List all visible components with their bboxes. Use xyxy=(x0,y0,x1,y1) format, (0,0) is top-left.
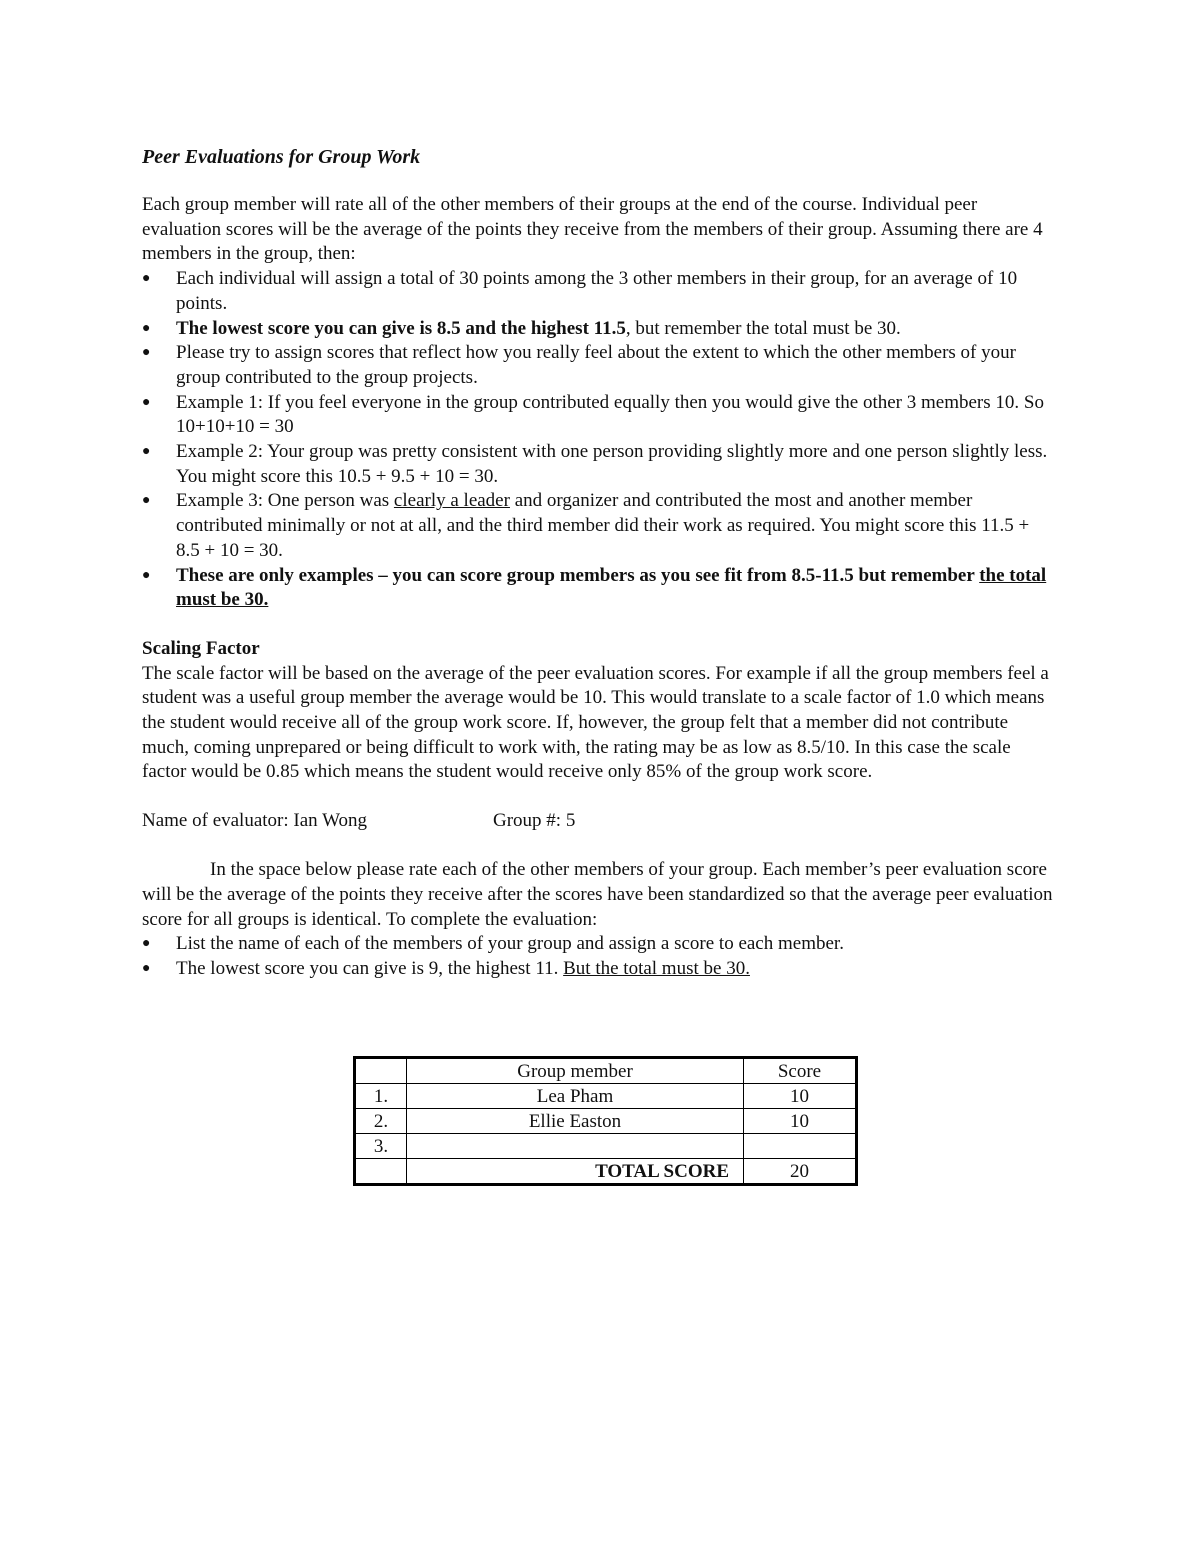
row-number: 2. xyxy=(355,1109,407,1134)
table-header-row xyxy=(355,1058,857,1084)
intro-paragraph: Each group member will rate all of the other members of their groups at the end of the course. Individual peer evaluation scores will be the average of the points they receive from the members of their group. Assuming there are 4 members in the group, then: xyxy=(142,194,1043,265)
evaluator-name: Name of evaluator: Ian Wong xyxy=(142,810,367,832)
bullet-icon: ● xyxy=(142,936,151,952)
member-name: Ellie Easton xyxy=(407,1109,744,1134)
member-score xyxy=(744,1134,857,1159)
bullet-icon: ● xyxy=(142,345,151,361)
bullet-icon: ● xyxy=(142,320,151,336)
bullet-icon: ● xyxy=(142,394,151,410)
column-header-score: Score xyxy=(744,1058,857,1084)
instruction-text: The lowest score you can give is 9, the highest 11. xyxy=(176,957,564,979)
instructions-list xyxy=(142,932,1057,981)
member-score: 10 xyxy=(744,1084,857,1109)
group-number: Group #: 5 xyxy=(493,810,576,832)
table-row xyxy=(355,1134,857,1159)
member-name: Lea Pham xyxy=(407,1084,744,1109)
list-item xyxy=(142,564,1057,613)
list-item xyxy=(142,317,1057,342)
document-title: Peer Evaluations for Group Work xyxy=(142,146,421,168)
instruction-text: List the name of each of the members of your group and assign a score to each member. xyxy=(176,933,844,955)
bullet-icon: ● xyxy=(142,444,151,460)
score-table xyxy=(353,1056,858,1186)
bullet-icon: ● xyxy=(142,271,151,287)
list-item xyxy=(142,440,1057,489)
scaling-factor-paragraph: The scale factor will be based on the average of the peer evaluation scores. For example if all the group members feel a student was a useful group member the average would be 10. This would translate to a scale factor of 1.0 which means the student would receive all of the group work score. If, however, the group felt that a member did not contribute much, coming unprepared or being difficult to work with, the rating may be as low as 8.5/10. In this case the scale factor would be 0.85 which means the student would receive only 85% of the group work score. xyxy=(142,662,1049,783)
total-score-label: TOTAL SCORE xyxy=(407,1159,744,1185)
table-row xyxy=(355,1109,857,1134)
list-item xyxy=(142,489,1057,563)
table-cell xyxy=(355,1159,407,1185)
spacer xyxy=(142,613,1057,637)
rules-list xyxy=(142,267,1057,613)
scaling-factor-heading: Scaling Factor xyxy=(142,637,260,659)
member-score: 10 xyxy=(744,1109,857,1134)
rule-text: Example 2: Your group was pretty consistent with one person providing slightly more and one person slightly less. You might score this 10.5 + 9.5 + 10 = 30. xyxy=(176,441,1048,487)
bullet-icon: ● xyxy=(142,493,151,509)
rule-bold-underlined-text: the total must be 30. xyxy=(176,564,1047,611)
list-item xyxy=(142,932,1057,957)
rule-text: Please try to assign scores that reflect how you really feel about the extent to which the other members of your group contributed to the group projects. xyxy=(176,342,1016,388)
rule-bold-text: These are only examples – you can score group members as you see fit from 8.5-11.5 but remember xyxy=(176,564,980,586)
bullet-icon: ● xyxy=(142,567,151,583)
rule-text: Example 3: One person was xyxy=(176,490,394,512)
bullet-icon: ● xyxy=(142,960,151,976)
spacer xyxy=(142,785,1057,809)
table-cell xyxy=(355,1058,407,1084)
member-name xyxy=(407,1134,744,1159)
table-row xyxy=(355,1084,857,1109)
total-score-value: 20 xyxy=(744,1159,857,1185)
rule-text: , but remember the total must be 30. xyxy=(625,317,901,339)
rule-text: Example 1: If you feel everyone in the group contributed equally then you would give the other 3 members 10. So 10+10+10 = 30 xyxy=(176,391,1044,438)
document-page xyxy=(142,144,1057,982)
column-header-member: Group member xyxy=(407,1058,744,1084)
spacer xyxy=(142,834,1057,858)
evaluator-line xyxy=(142,809,1057,834)
row-number: 1. xyxy=(355,1084,407,1109)
instruction-underlined-text: But the total must be 30. xyxy=(563,957,750,979)
instructions-paragraph: In the space below please rate each of the other members of your group. Each member’s peer evaluation score will be the average of the points they receive after the scores have been standardized so that the average peer evaluation score for all groups is identical. To complete the evaluation: xyxy=(142,859,1053,930)
rule-bold-text: The lowest score you can give is 8.5 and the highest 11.5 xyxy=(176,317,626,339)
list-item xyxy=(142,957,1057,982)
row-number: 3. xyxy=(355,1134,407,1159)
list-item xyxy=(142,391,1057,440)
rule-text: Each individual will assign a total of 30 points among the 3 other members in their group, for an average of 10 points. xyxy=(176,268,1018,314)
rule-underlined-text: clearly a leader xyxy=(393,490,510,512)
rule-text: and organizer and contributed the most and another member contributed minimally or not at all, and the third member did their work as required. You might score this 11.5 + 8.5 + 10 = 30. xyxy=(176,490,1030,561)
list-item xyxy=(142,267,1057,316)
total-row xyxy=(355,1159,857,1185)
list-item xyxy=(142,341,1057,390)
